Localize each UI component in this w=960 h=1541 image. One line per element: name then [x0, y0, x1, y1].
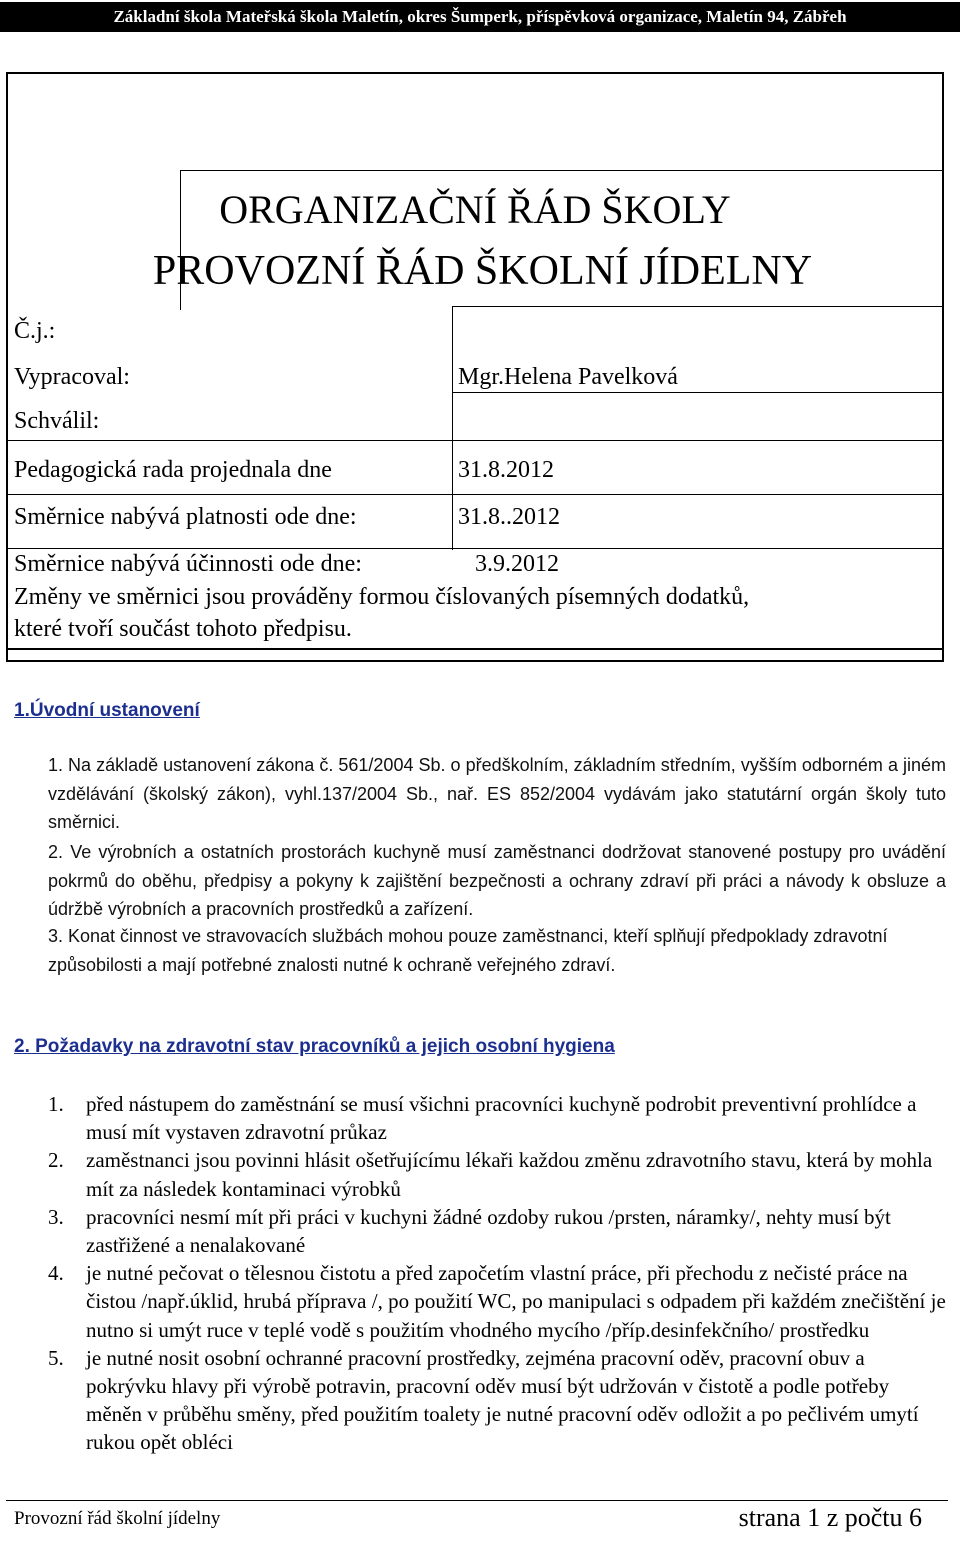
frame-rule	[452, 392, 944, 393]
list-item-number: 1.	[48, 1092, 64, 1116]
list-item	[48, 1146, 948, 1202]
validity-label: Směrnice nabývá platnosti ode dne:	[14, 504, 357, 530]
list-item-text: je nutné pečovat o tělesnou čistotu a před započetím vlastní práce, při přechodu z nečisté práce na čistou /např.úklid, hrubá příprava /, po použití WC, po manipulaci s odpadem při každém znečištění je nutno si umýt ruce v teplé vodě s použitím vhodného mycího /příp.desinfekčního/ prostředku	[86, 1261, 946, 1342]
hygiene-requirements-list	[48, 1090, 948, 1457]
list-item-text: je nutné nosit osobní ochranné pracovní prostředky, zejména pracovní oděv, pracovní obuv a pokrývku hlavy při výrobě potravin, pracovní oděv musí být udržován v čistotě a podle potřeby měněn v průběhu směny, před použitím toalety je nutné pracovní oděv odložit a po pečlivém umytí rukou opět obléci	[86, 1345, 919, 1455]
main-title: ORGANIZAČNÍ ŘÁD ŠKOLY	[219, 187, 731, 232]
validity-value: 31.8..2012	[458, 504, 560, 530]
list-item-number: 3.	[48, 1204, 64, 1229]
effect-label: Směrnice nabývá účinnosti ode dne:	[14, 551, 362, 577]
cj-label: Č.j.:	[14, 318, 56, 344]
frame-rule	[180, 170, 944, 171]
sub-title: PROVOZNÍ ŘÁD ŠKOLNÍ JÍDELNY	[152, 248, 813, 294]
footer-document-name: Provozní řád školní jídelny	[14, 1508, 221, 1529]
list-item-number: 5.	[48, 1345, 64, 1370]
changes-line-1: Změny ve směrnici jsou prováděny formou číslovaných písemných dodatků,	[14, 584, 750, 610]
prepared-value: Mgr.Helena Pavelková	[458, 364, 678, 390]
frame-rule	[452, 306, 944, 307]
list-item	[48, 1344, 948, 1457]
school-header-banner	[0, 2, 960, 32]
approved-label: Schválil:	[14, 408, 100, 434]
prepared-label: Vypracoval:	[14, 364, 130, 390]
council-value: 31.8.2012	[458, 457, 554, 483]
section-2-heading: 2. Požadavky na zdravotní stav pracovníků a jejich osobní hygiena	[14, 1036, 615, 1057]
footer-rule	[6, 1500, 948, 1501]
list-item-text: zaměstnanci jsou povinni hlásit ošetřujícímu lékaři každou změnu zdravotního stavu, která by mohla mít za následek kontaminaci výrobků	[86, 1148, 933, 1201]
list-item-number: 2.	[48, 1148, 64, 1173]
frame-bottom-strip	[6, 648, 944, 662]
list-item-text: před nástupem do zaměstnání se musí všichni pracovníci kuchyně podrobit preventivní prohlídce a musí mít vystaven zdravotní průkaz	[86, 1092, 917, 1145]
section-1-paragraph-3: 3. Konat činnost ve stravovacích službách mohou pouze zaměstnanci, kteří splňují předpoklady zdravotní způsobilosti a mají potřebné znalosti nutné k ochraně veřejného zdraví.	[48, 926, 888, 975]
list-item-number: 4.	[48, 1261, 64, 1286]
frame-rule	[452, 440, 453, 550]
list-item	[48, 1203, 948, 1259]
section-1-heading: 1.Úvodní ustanovení	[14, 700, 200, 721]
list-item	[48, 1090, 948, 1146]
effect-value: 3.9.2012	[475, 551, 559, 577]
school-header-text: Základní škola Mateřská škola Maletín, okres Šumperk, příspěvková organizace, Maletín 94, Zábřeh	[113, 7, 847, 26]
frame-rule	[452, 306, 453, 442]
frame-rule	[6, 494, 944, 495]
frame-rule	[6, 440, 944, 441]
changes-line-2: které tvoří součást tohoto předpisu.	[14, 616, 352, 642]
section-1-paragraph-1: 1. Na základě ustanovení zákona č. 561/2004 Sb. o předškolním, základním středním, vyšším odborném a jiném vzdělávání (školský zákon), vyhl.137/2004 Sb., nař. ES 852/2004 vydávám jako statutární orgán školy tuto směrnici.	[48, 755, 946, 832]
section-1-paragraph-2: 2. Ve výrobních a ostatních prostorách kuchyně musí zaměstnanci dodržovat stanovené postupy pro uvádění pokrmů do oběhu, předpisy a pokyny k zajištění bezpečnosti a ochrany zdraví při práci a návody k obsluze a údržbě výrobních a pracovních prostředků a zařízení.	[48, 842, 946, 919]
list-item-text: pracovníci nesmí mít při práci v kuchyni žádné ozdoby rukou /prsten, náramky/, nehty musí být zastřižené a nenalakované	[86, 1204, 891, 1258]
footer-page-number: strana 1 z počtu 6	[738, 1503, 922, 1532]
list-item	[48, 1259, 948, 1344]
council-label: Pedagogická rada projednala dne	[14, 457, 332, 483]
